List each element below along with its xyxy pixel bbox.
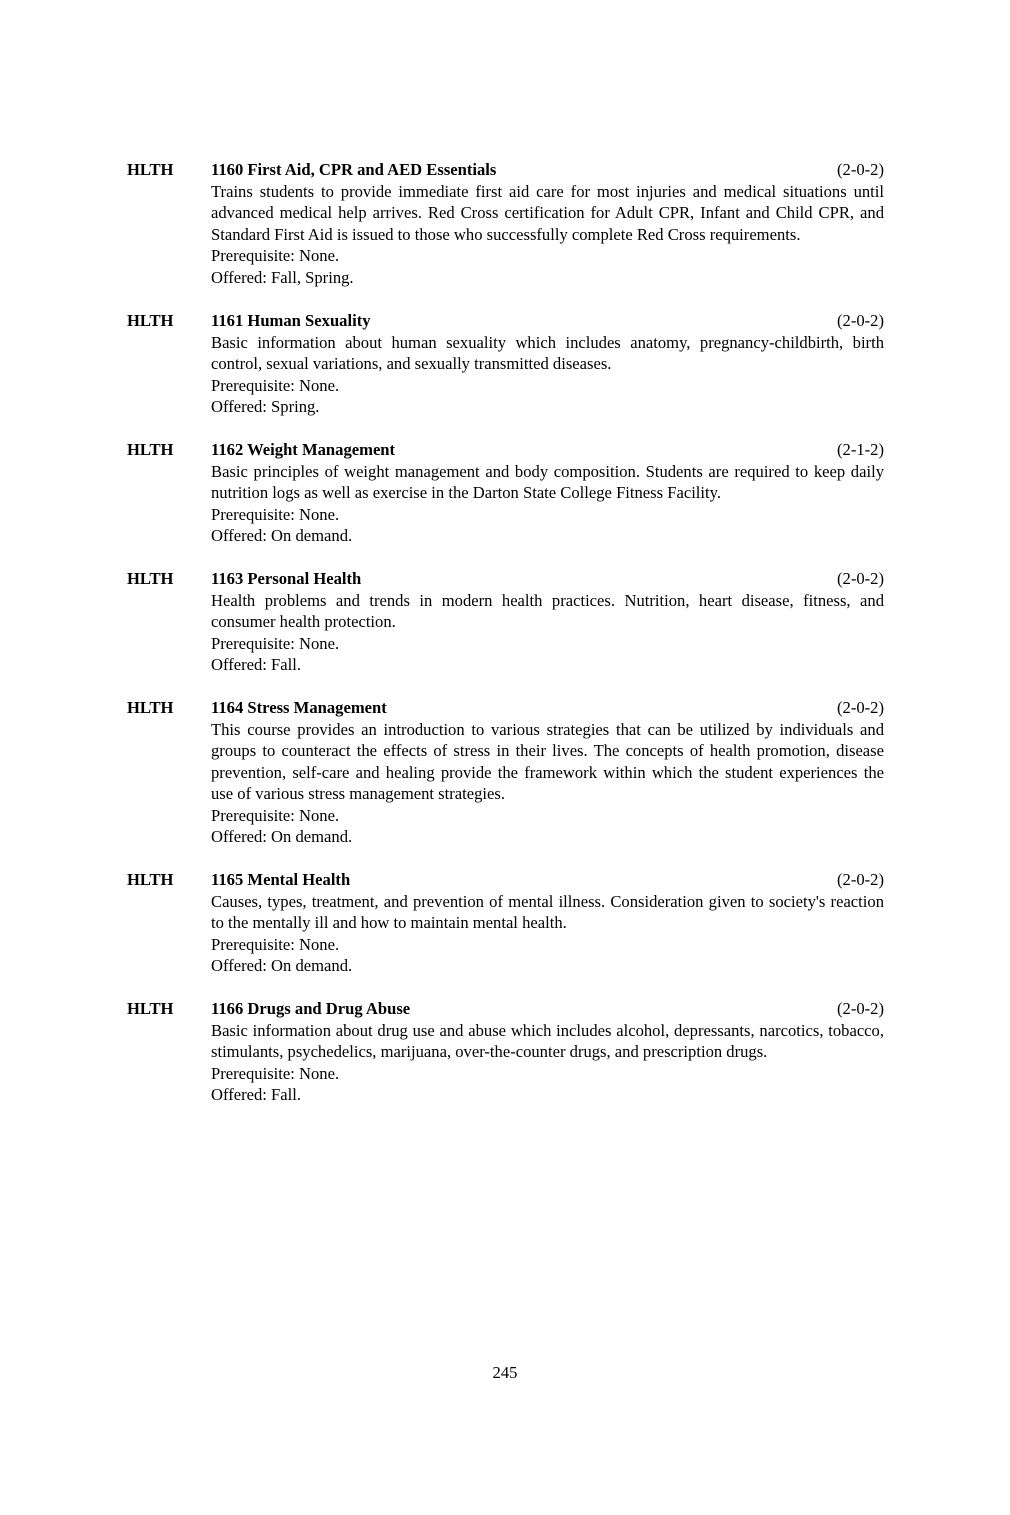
course-department: HLTH [127, 870, 174, 889]
course-body [211, 1020, 884, 1106]
course-prerequisite: Prerequisite: None. [211, 633, 340, 653]
course-credit-hours: (2-1-2) [837, 440, 884, 459]
course-department: HLTH [127, 698, 174, 717]
course-entry-hlth-1161 [127, 310, 884, 418]
course-department: HLTH [127, 999, 174, 1018]
course-department: HLTH [127, 569, 174, 588]
course-description: Causes, types, treatment, and prevention of mental illness. Consideration given to society's reaction to the mentally ill and how to maintain mental health. [211, 891, 884, 932]
course-prerequisite: Prerequisite: None. [211, 246, 340, 265]
course-entry-hlth-1163 [127, 568, 884, 676]
course-entry-hlth-1162 [127, 439, 884, 547]
course-offered: Offered: Fall. [211, 1085, 302, 1104]
course-description: Basic principles of weight management and body composition. Students are required to keep daily nutrition logs as well as exercise in the Darton State College Fitness Facility. [211, 461, 884, 502]
page-number: 245 [492, 1363, 518, 1382]
course-body [211, 181, 884, 289]
course-header [127, 869, 884, 891]
course-credit-hours: (2-0-2) [837, 698, 884, 717]
course-title: 1162 Weight Management [211, 440, 396, 459]
course-prerequisite: Prerequisite: None. [211, 1063, 340, 1083]
course-body [211, 719, 884, 848]
course-offered: Offered: Fall, Spring. [211, 267, 354, 287]
course-title: 1165 Mental Health [211, 870, 351, 889]
course-prerequisite: Prerequisite: None. [211, 504, 340, 524]
course-title: 1164 Stress Management [211, 698, 387, 717]
course-description: Basic information about human sexuality which includes anatomy, pregnancy-childbirth, birth control, sexual variations, and sexually transmitted diseases. [211, 332, 884, 373]
course-header [127, 310, 884, 332]
course-description: Health problems and trends in modern health practices. Nutrition, heart disease, fitness, and consumer health protection. [211, 590, 884, 631]
course-entry-hlth-1166 [127, 998, 884, 1106]
course-body [211, 891, 884, 977]
course-department: HLTH [127, 160, 174, 179]
course-offered: Offered: Fall. [211, 655, 302, 674]
course-header [127, 439, 884, 461]
course-title: 1160 First Aid, CPR and AED Essentials [211, 160, 497, 179]
course-offered: Offered: On demand. [211, 526, 353, 545]
course-department: HLTH [127, 311, 174, 330]
course-header [127, 159, 884, 181]
course-body [211, 590, 884, 676]
course-offered: Offered: On demand. [211, 956, 353, 975]
course-offered: Offered: On demand. [211, 827, 353, 846]
course-header [127, 998, 884, 1020]
course-prerequisite: Prerequisite: None. [211, 375, 340, 395]
course-header [127, 697, 884, 719]
course-entry-hlth-1165 [127, 869, 884, 977]
course-prerequisite: Prerequisite: None. [211, 934, 340, 954]
course-credit-hours: (2-0-2) [837, 999, 884, 1018]
course-title: 1166 Drugs and Drug Abuse [211, 999, 411, 1018]
course-credit-hours: (2-0-2) [837, 569, 884, 588]
course-description: Trains students to provide immediate first aid care for most injuries and medical situations until advanced medical help arrives. Red Cross certification for Adult CPR, Infant and Child CPR, and Standard First Aid is issued to those who successfully complete Red Cross requirements. [211, 181, 884, 244]
course-title: 1163 Personal Health [211, 569, 362, 588]
course-body [211, 461, 884, 547]
course-entry-hlth-1164 [127, 697, 884, 848]
course-credit-hours: (2-0-2) [837, 311, 884, 330]
course-header [127, 568, 884, 590]
course-description: This course provides an introduction to various strategies that can be utilized by individuals and groups to counteract the effects of stress in their lives. The concepts of health promotion, disease prevention, self-care and healing provide the framework within which the student experiences the use of various stress management strategies. [211, 719, 884, 803]
course-entry-hlth-1160 [127, 159, 884, 288]
course-description: Basic information about drug use and abuse which includes alcohol, depressants, narcotics, tobacco, stimulants, psychedelics, marijuana, over-the-counter drugs, and prescription drugs. [211, 1020, 884, 1061]
course-department: HLTH [127, 440, 174, 459]
course-credit-hours: (2-0-2) [837, 160, 884, 179]
course-prerequisite: Prerequisite: None. [211, 805, 340, 825]
course-title: 1161 Human Sexuality [211, 311, 371, 330]
course-credit-hours: (2-0-2) [837, 870, 884, 889]
course-offered: Offered: Spring. [211, 397, 320, 416]
course-body [211, 332, 884, 418]
